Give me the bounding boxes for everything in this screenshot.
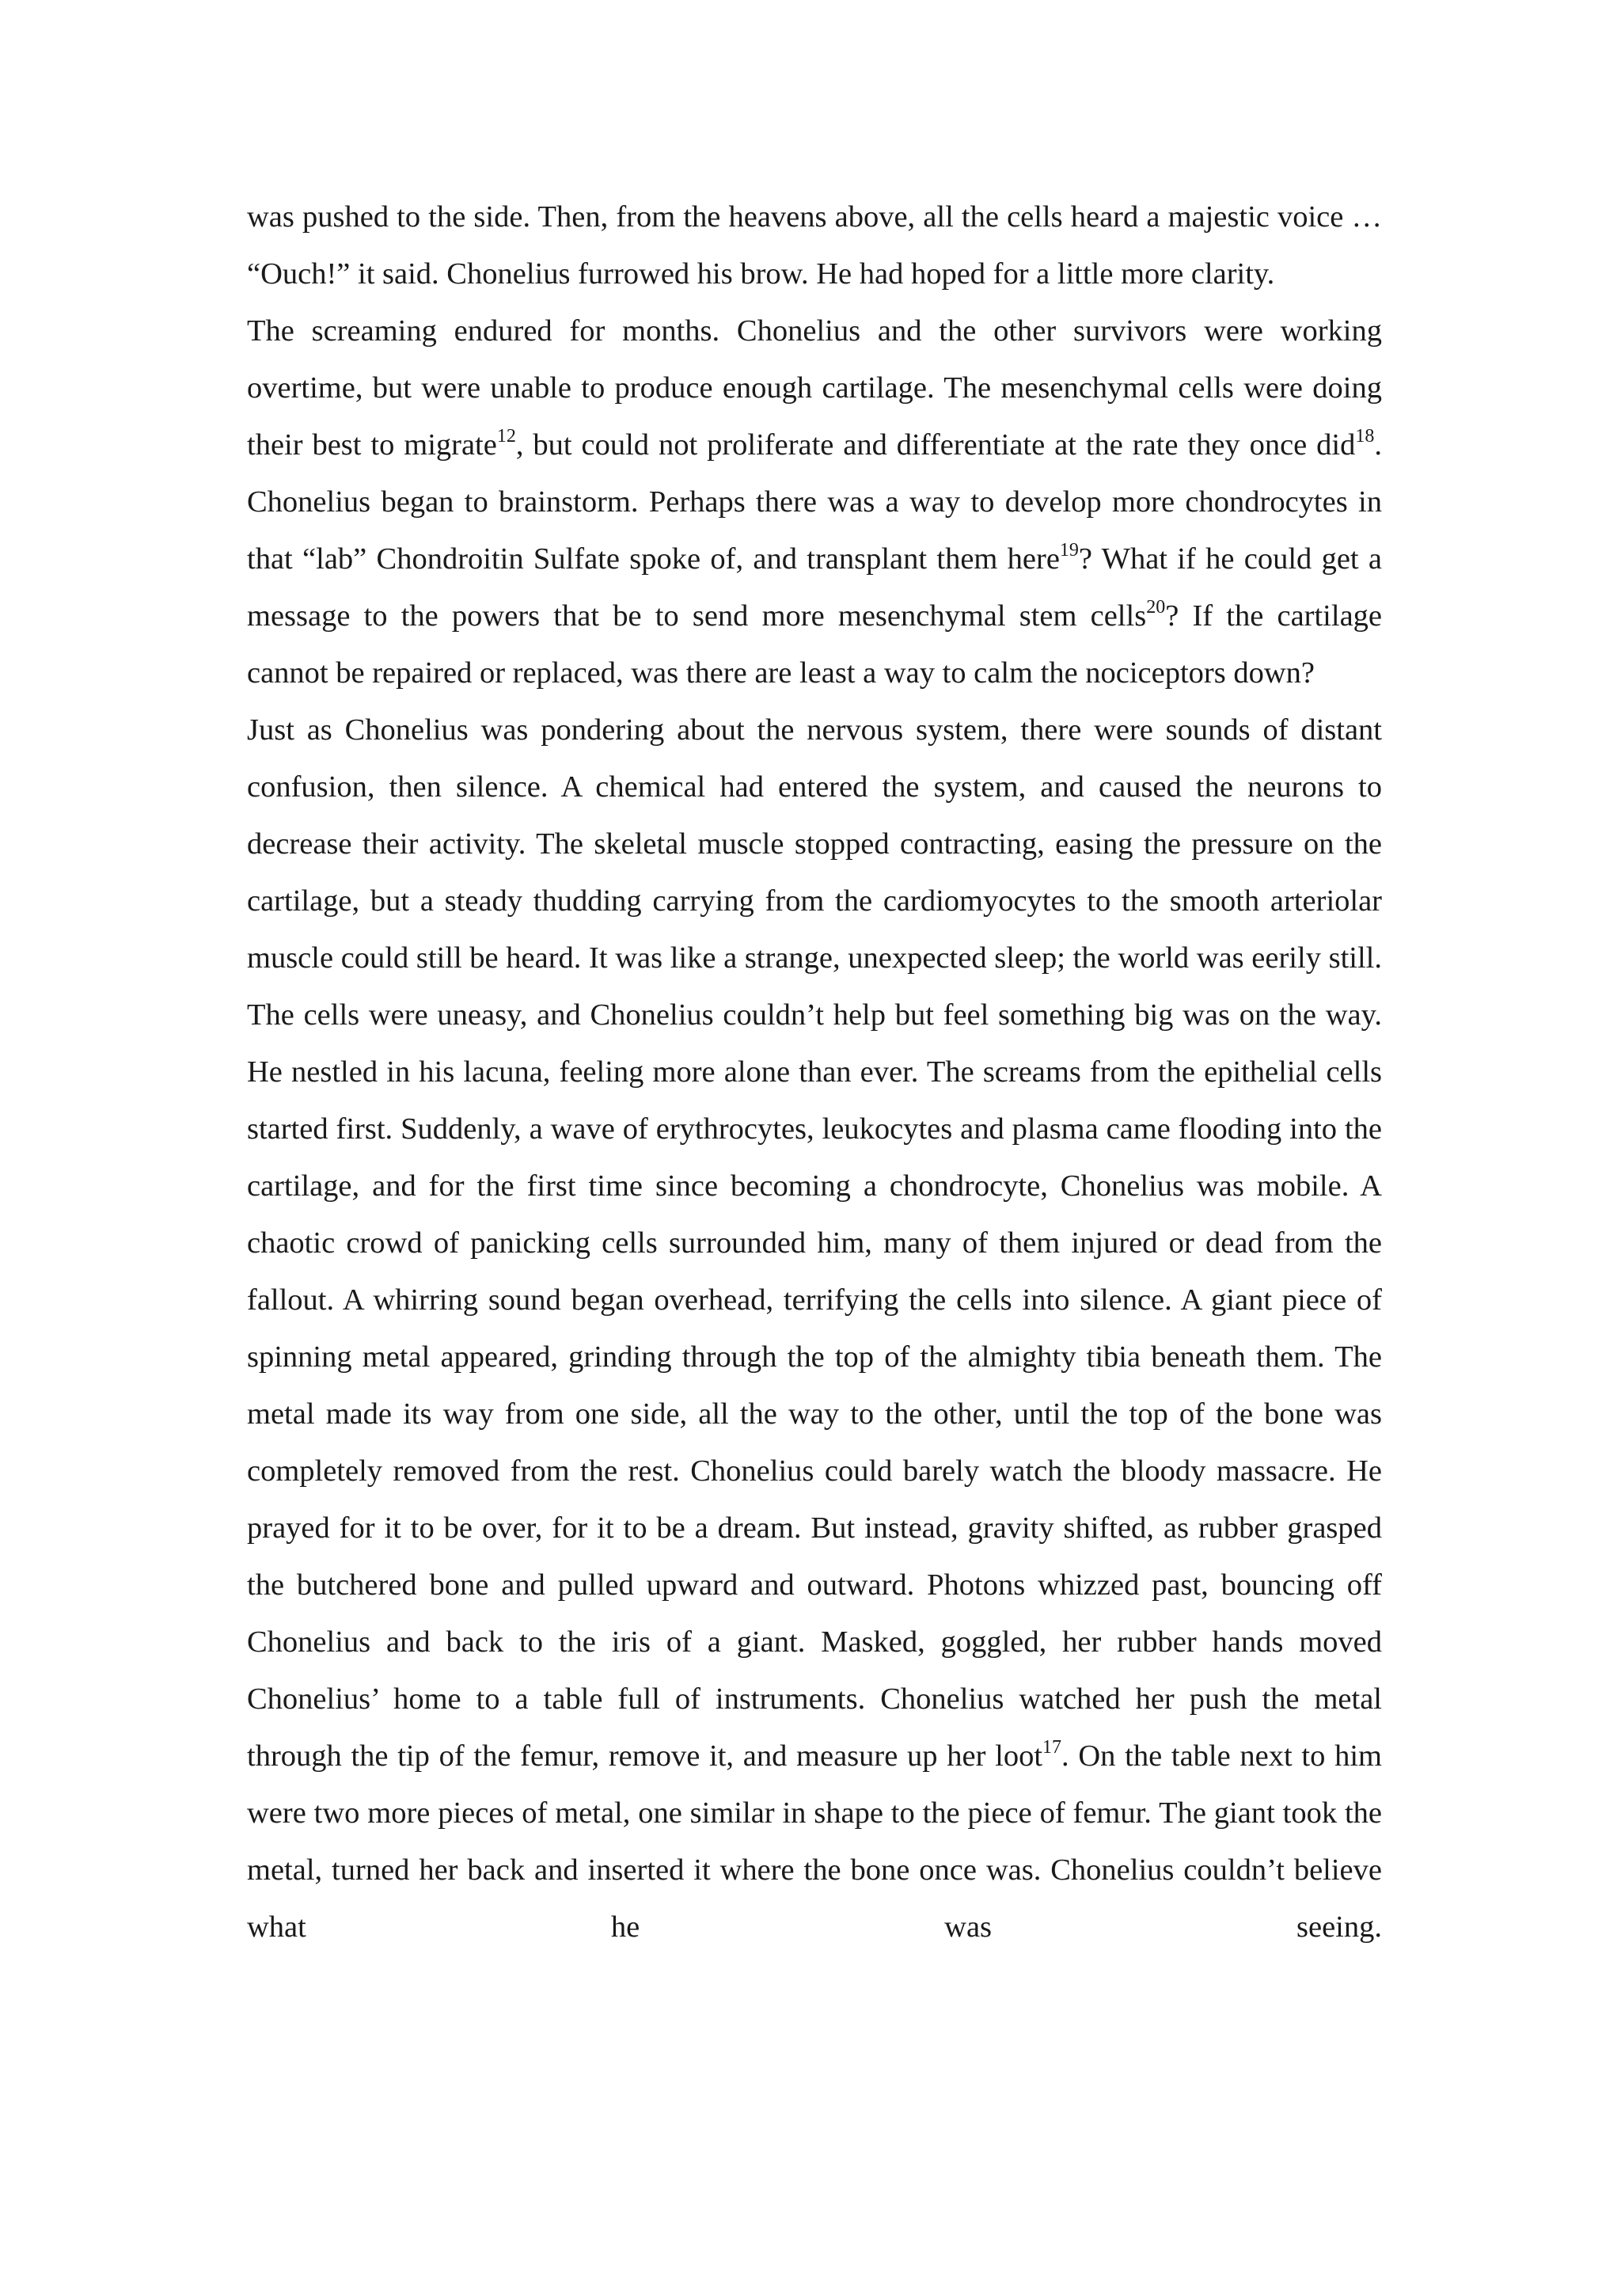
citation-superscript: 18: [1355, 426, 1375, 447]
paragraph-text: . On the table next to him were two more pieces of metal, one similar in shape to the piece of femur. The giant took the metal, turned her back and inserted it where the bone once was. Chonelius couldn’t believe what he was seeing.: [247, 1739, 1382, 1944]
paragraph-text: was pushed to the side. Then, from the heavens above, all the cells heard a majestic voice … “Ouch!” it said. Chonelius furrowed his brow. He had hoped for a little more clarity.: [247, 200, 1382, 291]
citation-superscript: 12: [496, 426, 516, 447]
paragraph-text: , but could not proliferate and differentiate at the rate they once did: [515, 428, 1356, 462]
paragraph-1: [247, 188, 1382, 302]
paragraph-text: Just as Chonelius was pondering about the nervous system, there were sounds of distant confusion, then silence. A chemical had entered the system, and caused the neurons to decrease their activity. The skeletal muscle stopped contracting, easing the pressure on the cartilage, but a steady thudding carrying from the cardiomyocytes to the smooth arteriolar muscle could still be heard. It was like a strange, unexpected sleep; the world was eerily still. The cells were uneasy, and Chonelius couldn’t help but feel something big was on the way. He nestled in his lacuna, feeling more alone than ever. The screams from the epithelial cells started first. Suddenly, a wave of erythrocytes, leukocytes and plasma came flooding into the cartilage, and for the first time since becoming a chondrocyte, Chonelius was mobile. A chaotic crowd of panicking cells surrounded him, many of them injured or dead from the fallout. A whirring sound began overhead, terrifying the cells into silence. A giant piece of spinning metal appeared, grinding through the top of the almighty tibia beneath them. The metal made its way from one side, all the way to the other, until the top of the bone was completely removed from the rest. Chonelius could barely watch the bloody massacre. He prayed for it to be over, for it to be a dream. But instead, gravity shifted, as rubber grasped the butchered bone and pulled upward and outward. Photons whizzed past, bouncing off Chonelius and back to the iris of a giant. Masked, goggled, her rubber hands moved Chonelius’ home to a table full of instruments. Chonelius watched her push the metal through the tip of the femur, remove it, and measure up her loot: [247, 713, 1382, 1773]
paragraph-text: ? If the cartilage cannot be repaired or replaced, was there are least a way to calm the nociceptors down?: [247, 599, 1382, 690]
citation-superscript: 20: [1146, 597, 1166, 618]
paragraph-text: . Chonelius began to brainstorm. Perhaps there was a way to develop more chondrocytes in that “lab” Chondroitin Sulfate spoke of, and transplant them here: [247, 428, 1382, 576]
citation-superscript: 17: [1042, 1737, 1062, 1758]
paragraph-2: [247, 302, 1382, 701]
paragraph-text: ? What if he could get a message to the powers that be to send more mesenchymal stem cells: [247, 542, 1382, 633]
citation-superscript: 19: [1059, 540, 1079, 561]
paragraph-3: [247, 701, 1382, 1956]
body-text: [247, 188, 1382, 1956]
paragraph-text: The screaming endured for months. Chonelius and the other survivors were working overtime, but were unable to produce enough cartilage. The mesenchymal cells were doing their best to migrate: [247, 314, 1382, 462]
